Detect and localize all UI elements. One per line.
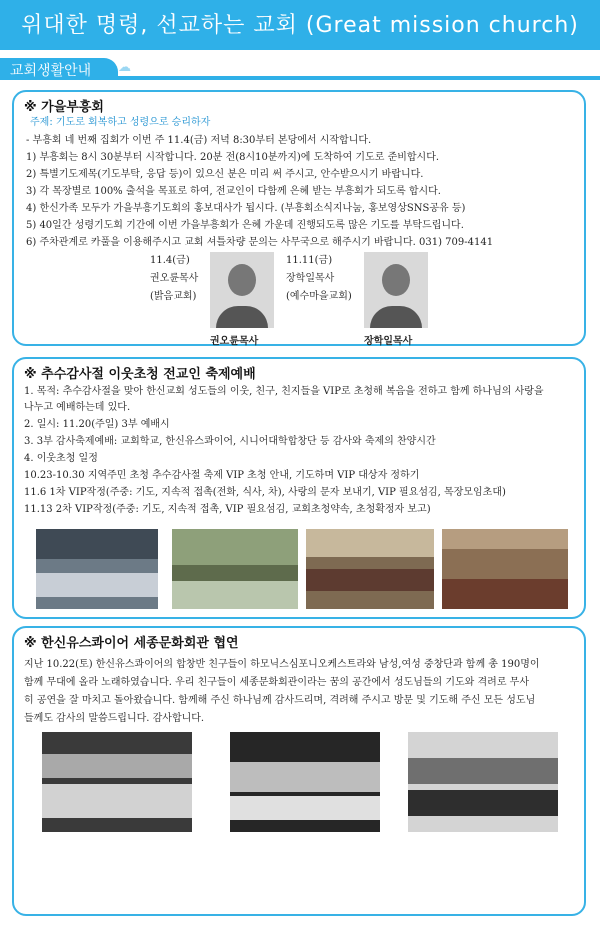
youth-choir-card bbox=[12, 626, 586, 916]
revival-theme: 주제: 기도로 회복하고 성령으로 승리하자 bbox=[30, 117, 211, 128]
speaker2-name: 장학일목사 bbox=[286, 273, 335, 284]
section-label: 교회생활안내 bbox=[10, 63, 92, 79]
thanksgiving-line: 11.6 1차 VIP작정(주중: 기도, 지속적 접촉(전화, 식사, 차), 사랑의 문자 보내기, VIP 필요섬김, 목장모임초대) bbox=[24, 487, 506, 498]
speaker2-church: (예수마을교회) bbox=[286, 291, 352, 302]
revival-line: 6) 주차관계로 카풀을 이용해주시고 교회 셔틀차량 문의는 사무국으로 해주시기 바랍니다. 031) 709-4141 bbox=[26, 237, 494, 248]
revival-line: 1) 부흥회는 8시 30분부터 시작합니다. 20분 전(8시10분까지)에 도착하여 기도로 준비합시다. bbox=[26, 152, 440, 163]
speaker2-photo bbox=[364, 252, 428, 328]
speaker1-name: 권오륜목사 bbox=[150, 273, 199, 284]
revival-line: 3) 각 목장별로 100% 출석을 목표로 하여, 전교인이 다함께 은혜 받는 부흥회가 되도록 합시다. bbox=[26, 186, 441, 197]
youth-line: 히 공연을 잘 마치고 돌아왔습니다. 함께해 주신 하나님께 감사드리며, 격려해 주시고 방문 및 기도해 주신 모든 성도님 bbox=[24, 695, 536, 706]
thanksgiving-card bbox=[12, 357, 586, 619]
event-photo bbox=[306, 529, 434, 609]
header-banner bbox=[0, 0, 600, 50]
revival-line: 4) 한신가족 모두가 가을부흥기도회의 홍보대사가 됩시다. (부흥회소식지나눔, 홍보영상SNS공유 등) bbox=[26, 203, 466, 214]
youth-heading: ※ 한신유스콰이어 세종문화회관 협연 bbox=[24, 636, 239, 651]
event-photo bbox=[442, 529, 568, 609]
thanksgiving-line: 2. 일시: 11.20(주일) 3부 예배시 bbox=[24, 419, 170, 430]
concert-photo bbox=[42, 732, 192, 832]
event-photo bbox=[172, 529, 298, 609]
revival-card bbox=[12, 90, 586, 346]
revival-line: 5) 40일간 성령기도회 기간에 이번 가을부흥회가 은혜 가운데 진행되도록 많은 기도를 부탁드립니다. bbox=[26, 220, 464, 231]
thanksgiving-line: 1. 목적: 추수감사절을 맞아 한신교회 성도들의 이웃, 친구, 친지들을 VIP로 초청해 복음을 전하고 함께 하나님의 사랑을 bbox=[24, 386, 544, 397]
revival-heading: ※ 가을부흥회 bbox=[24, 100, 104, 115]
banner-title: 위대한 명령, 선교하는 교회 (Great mission church) bbox=[21, 13, 579, 38]
speaker1-caption: 권오륜목사 bbox=[210, 336, 259, 347]
youth-line: 들께도 감사의 말씀드립니다. 감사합니다. bbox=[24, 713, 205, 724]
concert-photo bbox=[408, 732, 558, 832]
speaker1-photo bbox=[210, 252, 274, 328]
youth-line: 지난 10.22(토) 한신유스콰이어의 합창반 친구들이 하모닉스심포니오케스트라와 남성,여성 중창단과 함께 총 190명이 bbox=[24, 659, 540, 670]
speaker1-date: 11.4(금) bbox=[150, 255, 190, 266]
thanksgiving-heading: ※ 추수감사절 이웃초청 전교인 축제예배 bbox=[24, 367, 256, 382]
concert-photo bbox=[230, 732, 380, 832]
thanksgiving-line: 나누고 예배하는데 있다. bbox=[24, 402, 131, 413]
thanksgiving-line: 11.13 2차 VIP작정(주중: 기도, 지속적 접촉, VIP 필요섬김, 교회초청약속, 초청확정자 보고) bbox=[24, 504, 431, 515]
event-photo bbox=[36, 529, 158, 609]
speaker2-caption: 장학일목사 bbox=[364, 336, 413, 347]
revival-line: - 부흥회 네 번째 집회가 이번 주 11.4(금) 저녁 8:30부터 본당에서 시작합니다. bbox=[26, 135, 372, 146]
speaker1-church: (밝음교회) bbox=[150, 291, 197, 302]
thanksgiving-line: 4. 이웃초청 일정 bbox=[24, 453, 98, 464]
youth-line: 함께 무대에 올라 노래하였습니다. 우리 친구들이 세종문화회관이라는 꿈의 공간에서 성도님들의 기도와 격려로 무사 bbox=[24, 677, 530, 688]
thanksgiving-line: 10.23-10.30 지역주민 초청 추수감사절 축제 VIP 초청 안내, 기도하며 VIP 대상자 정하기 bbox=[24, 470, 420, 481]
section-tab bbox=[0, 58, 600, 80]
revival-line: 2) 특별기도제목(기도부탁, 응답 등)이 있으신 분은 미리 써 주시고, 안수받으시기 바랍니다. bbox=[26, 169, 424, 180]
cloud-icon: ☁ bbox=[118, 60, 131, 75]
speaker2-date: 11.11(금) bbox=[286, 255, 333, 266]
thanksgiving-line: 3. 3부 감사축제예배: 교회학교, 한신유스콰이어, 시니어대학합창단 등 감사와 축제의 찬양시간 bbox=[24, 436, 436, 447]
